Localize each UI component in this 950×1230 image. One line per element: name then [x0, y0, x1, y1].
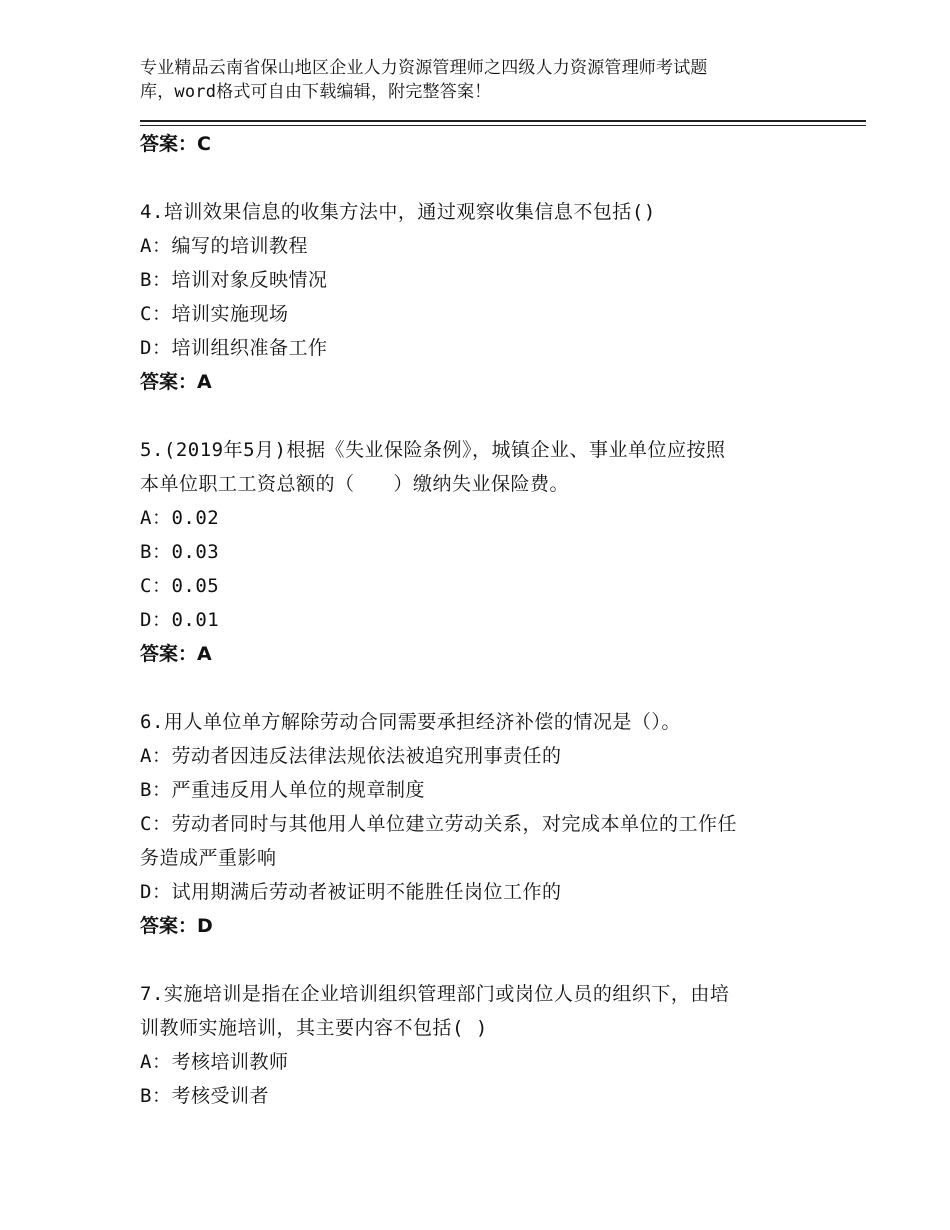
- header-divider-thin: [140, 125, 866, 126]
- header-line-2: 库，word格式可自由下载编辑，附完整答案！: [140, 82, 492, 102]
- option-a: A：编写的培训教程: [140, 235, 308, 257]
- option-b: B：培训对象反映情况: [140, 269, 328, 291]
- option-c: C：培训实施现场: [140, 303, 289, 325]
- answer-label: 答案：A: [140, 371, 212, 393]
- question-stem: 5.(2019年5月)根据《失业保险条例》，城镇企业、事业单位应按照: [140, 439, 726, 461]
- question-stem: 4.培训效果信息的收集方法中，通过观察收集信息不包括(): [140, 201, 656, 223]
- header-divider-thick: [140, 120, 866, 122]
- answer-label: 答案：D: [140, 915, 213, 937]
- option-c-continued: 务造成严重影响: [140, 847, 277, 869]
- option-a: A：劳动者因违反法律法规依法被追究刑事责任的: [140, 745, 562, 767]
- answer-label: 答案：C: [140, 133, 211, 155]
- option-b: B：考核受训者: [140, 1085, 269, 1107]
- document-header: [140, 56, 820, 104]
- option-b: B：0.03: [140, 541, 220, 563]
- question-stem: 7.实施培训是指在企业培训组织管理部门或岗位人员的组织下，由培: [140, 983, 730, 1005]
- question-5: [140, 433, 810, 671]
- question-stem-continued: 训教师实施培训，其主要内容不包括( ): [140, 1017, 488, 1039]
- question-stem: 6.用人单位单方解除劳动合同需要承担经济补偿的情况是（）。: [140, 711, 681, 733]
- document-body: [140, 127, 810, 1113]
- option-b: B：严重违反用人单位的规章制度: [140, 779, 425, 801]
- option-c: C：0.05: [140, 575, 220, 597]
- option-d: D：培训组织准备工作: [140, 337, 328, 359]
- question-stem-continued: 本单位职工工资总额的（ ）缴纳失业保险费。: [140, 473, 570, 495]
- answer-label: 答案：A: [140, 643, 212, 665]
- question-6: [140, 705, 810, 943]
- option-a: A：考核培训教师: [140, 1051, 289, 1073]
- option-d: D：0.01: [140, 609, 220, 631]
- option-c: C：劳动者同时与其他用人单位建立劳动关系，对完成本单位的工作任: [140, 813, 737, 835]
- question-4: [140, 195, 810, 399]
- option-d: D：试用期满后劳动者被证明不能胜任岗位工作的: [140, 881, 562, 903]
- option-a: A：0.02: [140, 507, 220, 529]
- header-line-1: 专业精品云南省保山地区企业人力资源管理师之四级人力资源管理师考试题: [140, 58, 708, 78]
- question-7: [140, 977, 810, 1113]
